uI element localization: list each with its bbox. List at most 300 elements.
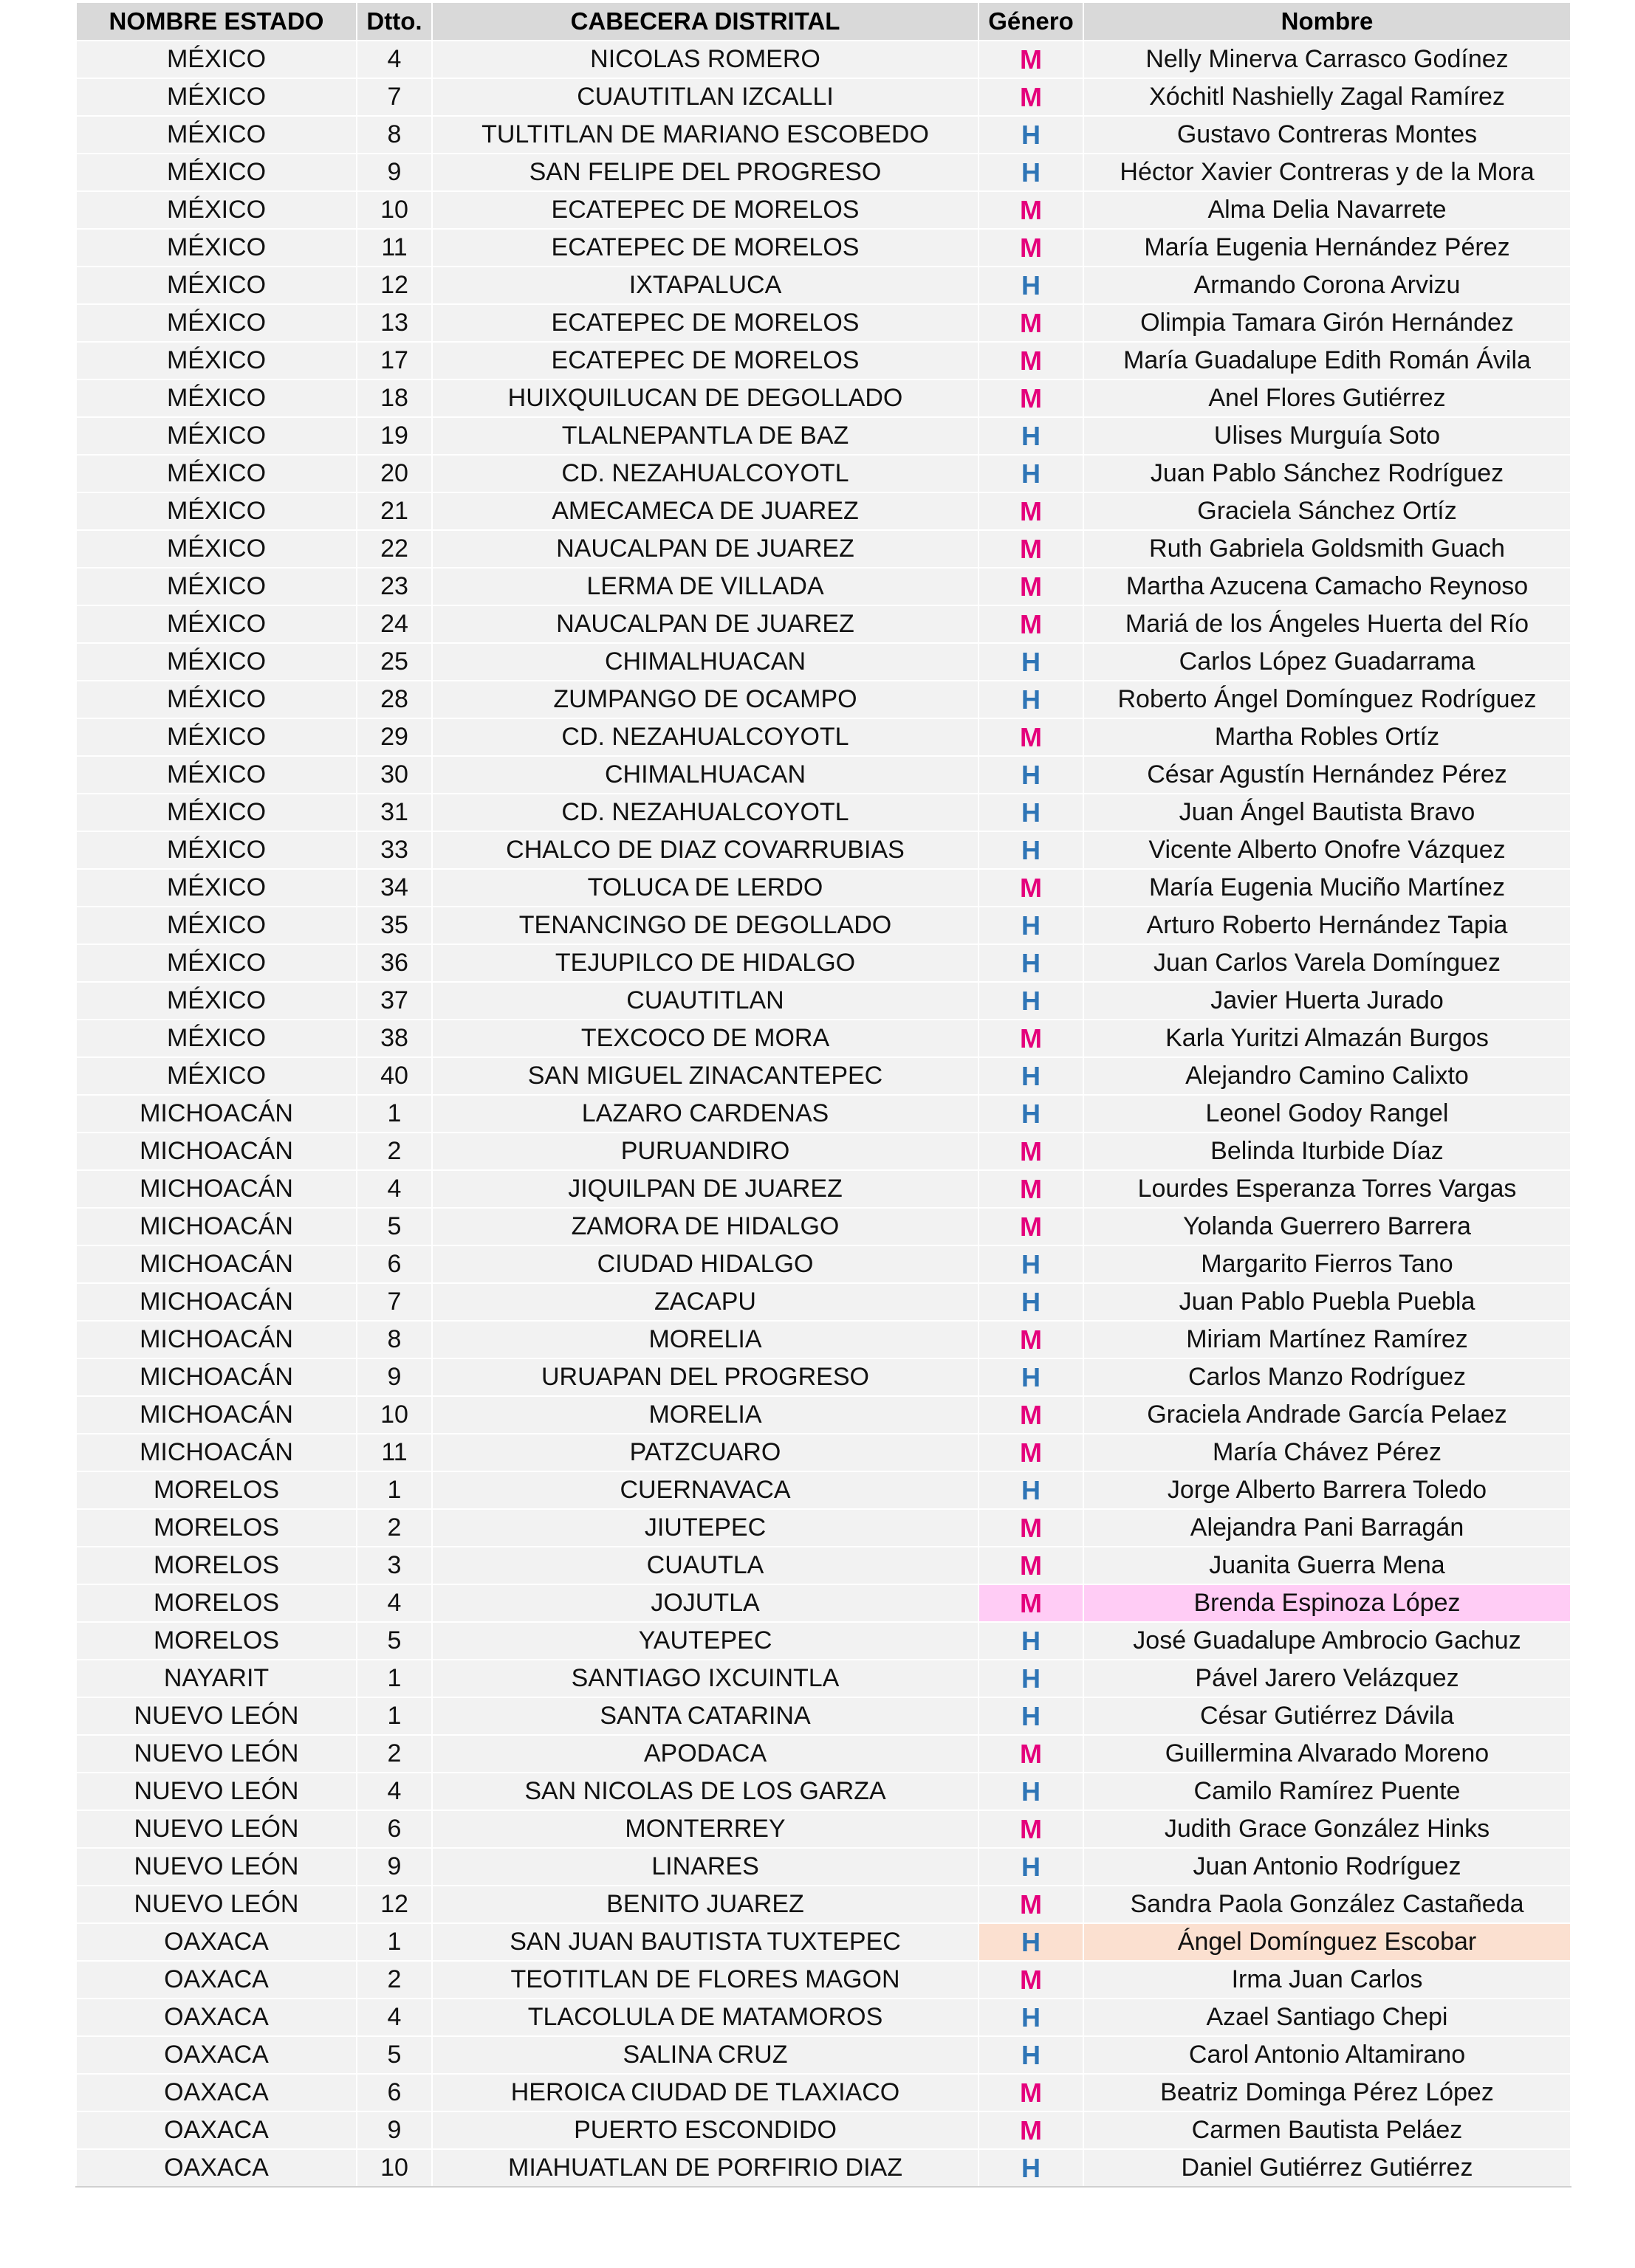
cell-cabecera: MORELIA xyxy=(432,1396,978,1434)
cell-estado: MÉXICO xyxy=(76,154,357,191)
table-row xyxy=(76,41,1571,78)
cell-dtto: 23 xyxy=(357,568,432,605)
table-row xyxy=(76,1697,1571,1735)
cell-cabecera: LINARES xyxy=(432,1848,978,1886)
cell-dtto: 5 xyxy=(357,1208,432,1245)
cell-genero: H xyxy=(978,1999,1083,2036)
table-row xyxy=(76,455,1571,492)
cell-genero: M xyxy=(978,1208,1083,1245)
cell-dtto: 2 xyxy=(357,1961,432,1999)
cell-genero: H xyxy=(978,1057,1083,1095)
header-dtto: Dtto. xyxy=(357,2,432,41)
cell-dtto: 34 xyxy=(357,869,432,907)
cell-estado: MICHOACÁN xyxy=(76,1208,357,1245)
cell-dtto: 12 xyxy=(357,267,432,304)
table-row xyxy=(76,982,1571,1020)
cell-genero: M xyxy=(978,1735,1083,1773)
table-row xyxy=(76,116,1571,154)
cell-cabecera: CUAUTLA xyxy=(432,1547,978,1584)
cell-cabecera: CUAUTITLAN xyxy=(432,982,978,1020)
cell-genero: H xyxy=(978,681,1083,718)
cell-nombre: Juanita Guerra Mena xyxy=(1083,1547,1571,1584)
cell-estado: OAXACA xyxy=(76,1923,357,1961)
cell-cabecera: APODACA xyxy=(432,1735,978,1773)
header-genero: Género xyxy=(978,2,1083,41)
cell-genero: H xyxy=(978,116,1083,154)
cell-cabecera: SALINA CRUZ xyxy=(432,2036,978,2074)
cell-cabecera: IXTAPALUCA xyxy=(432,267,978,304)
cell-nombre: Beatriz Dominga Pérez López xyxy=(1083,2074,1571,2111)
table-row xyxy=(76,1358,1571,1396)
district-table xyxy=(75,1,1571,2188)
cell-estado: MÉXICO xyxy=(76,229,357,267)
cell-estado: NUEVO LEÓN xyxy=(76,1735,357,1773)
cell-nombre: Yolanda Guerrero Barrera xyxy=(1083,1208,1571,1245)
cell-estado: MORELOS xyxy=(76,1471,357,1509)
cell-nombre: Gustavo Contreras Montes xyxy=(1083,116,1571,154)
cell-genero: H xyxy=(978,1848,1083,1886)
cell-cabecera: CD. NEZAHUALCOYOTL xyxy=(432,718,978,756)
cell-dtto: 8 xyxy=(357,116,432,154)
cell-estado: NUEVO LEÓN xyxy=(76,1810,357,1848)
cell-dtto: 33 xyxy=(357,831,432,869)
cell-genero: H xyxy=(978,1471,1083,1509)
cell-cabecera: SANTIAGO IXCUINTLA xyxy=(432,1660,978,1697)
cell-dtto: 9 xyxy=(357,1848,432,1886)
cell-cabecera: NAUCALPAN DE JUAREZ xyxy=(432,605,978,643)
cell-genero: H xyxy=(978,2036,1083,2074)
cell-nombre: Brenda Espinoza López xyxy=(1083,1584,1571,1622)
cell-nombre: José Guadalupe Ambrocio Gachuz xyxy=(1083,1622,1571,1660)
cell-nombre: Ruth Gabriela Goldsmith Guach xyxy=(1083,530,1571,568)
cell-nombre: Alma Delia Navarrete xyxy=(1083,191,1571,229)
cell-estado: MORELOS xyxy=(76,1547,357,1584)
table-row xyxy=(76,1547,1571,1584)
cell-estado: MÉXICO xyxy=(76,869,357,907)
cell-estado: MÉXICO xyxy=(76,530,357,568)
cell-genero: M xyxy=(978,605,1083,643)
table-row xyxy=(76,2074,1571,2111)
cell-nombre: Lourdes Esperanza Torres Vargas xyxy=(1083,1170,1571,1208)
cell-dtto: 1 xyxy=(357,1095,432,1133)
cell-cabecera: SANTA CATARINA xyxy=(432,1697,978,1735)
cell-estado: MÉXICO xyxy=(76,41,357,78)
cell-genero: H xyxy=(978,2149,1083,2187)
cell-cabecera: SAN FELIPE DEL PROGRESO xyxy=(432,154,978,191)
cell-nombre: Alejandro Camino Calixto xyxy=(1083,1057,1571,1095)
cell-genero: H xyxy=(978,1660,1083,1697)
cell-estado: NUEVO LEÓN xyxy=(76,1886,357,1923)
cell-nombre: César Agustín Hernández Pérez xyxy=(1083,756,1571,794)
cell-dtto: 22 xyxy=(357,530,432,568)
cell-genero: M xyxy=(978,1886,1083,1923)
cell-dtto: 1 xyxy=(357,1471,432,1509)
cell-estado: MÉXICO xyxy=(76,831,357,869)
cell-genero: H xyxy=(978,1283,1083,1321)
cell-nombre: Azael Santiago Chepi xyxy=(1083,1999,1571,2036)
cell-dtto: 29 xyxy=(357,718,432,756)
cell-genero: M xyxy=(978,191,1083,229)
table-row xyxy=(76,267,1571,304)
cell-cabecera: CHIMALHUACAN xyxy=(432,643,978,681)
cell-genero: H xyxy=(978,1622,1083,1660)
cell-estado: MÉXICO xyxy=(76,267,357,304)
table-row xyxy=(76,756,1571,794)
cell-dtto: 36 xyxy=(357,944,432,982)
cell-cabecera: CD. NEZAHUALCOYOTL xyxy=(432,455,978,492)
cell-nombre: Ángel Domínguez Escobar xyxy=(1083,1923,1571,1961)
cell-estado: MORELOS xyxy=(76,1509,357,1547)
cell-nombre: Leonel Godoy Rangel xyxy=(1083,1095,1571,1133)
cell-estado: MÉXICO xyxy=(76,379,357,417)
cell-dtto: 37 xyxy=(357,982,432,1020)
cell-dtto: 9 xyxy=(357,154,432,191)
cell-estado: MICHOACÁN xyxy=(76,1434,357,1471)
table-row xyxy=(76,718,1571,756)
cell-nombre: Héctor Xavier Contreras y de la Mora xyxy=(1083,154,1571,191)
cell-genero: H xyxy=(978,756,1083,794)
cell-cabecera: URUAPAN DEL PROGRESO xyxy=(432,1358,978,1396)
cell-genero: M xyxy=(978,379,1083,417)
table-row xyxy=(76,191,1571,229)
cell-dtto: 21 xyxy=(357,492,432,530)
cell-dtto: 1 xyxy=(357,1660,432,1697)
cell-genero: H xyxy=(978,1358,1083,1396)
cell-dtto: 13 xyxy=(357,304,432,342)
cell-estado: MÉXICO xyxy=(76,78,357,116)
cell-estado: MÉXICO xyxy=(76,191,357,229)
cell-estado: MICHOACÁN xyxy=(76,1283,357,1321)
cell-cabecera: MIAHUATLAN DE PORFIRIO DIAZ xyxy=(432,2149,978,2187)
cell-genero: M xyxy=(978,492,1083,530)
table-row xyxy=(76,1020,1571,1057)
table-row xyxy=(76,1396,1571,1434)
cell-dtto: 12 xyxy=(357,1886,432,1923)
cell-cabecera: CHIMALHUACAN xyxy=(432,756,978,794)
cell-dtto: 11 xyxy=(357,1434,432,1471)
table-row xyxy=(76,568,1571,605)
cell-genero: M xyxy=(978,1509,1083,1547)
cell-nombre: Olimpia Tamara Girón Hernández xyxy=(1083,304,1571,342)
cell-cabecera: MONTERREY xyxy=(432,1810,978,1848)
cell-genero: M xyxy=(978,229,1083,267)
cell-genero: M xyxy=(978,869,1083,907)
table-body xyxy=(76,41,1571,2187)
cell-dtto: 1 xyxy=(357,1923,432,1961)
cell-genero: M xyxy=(978,568,1083,605)
cell-estado: MÉXICO xyxy=(76,492,357,530)
cell-estado: MÉXICO xyxy=(76,982,357,1020)
cell-dtto: 4 xyxy=(357,41,432,78)
cell-estado: MÉXICO xyxy=(76,1020,357,1057)
table-row xyxy=(76,605,1571,643)
cell-cabecera: ECATEPEC DE MORELOS xyxy=(432,304,978,342)
cell-dtto: 38 xyxy=(357,1020,432,1057)
table-row xyxy=(76,154,1571,191)
table-row xyxy=(76,1283,1571,1321)
cell-genero: H xyxy=(978,831,1083,869)
cell-nombre: Ulises Murguía Soto xyxy=(1083,417,1571,455)
cell-nombre: Judith Grace González Hinks xyxy=(1083,1810,1571,1848)
cell-genero: M xyxy=(978,41,1083,78)
table-row xyxy=(76,1208,1571,1245)
cell-genero: M xyxy=(978,78,1083,116)
cell-genero: M xyxy=(978,1584,1083,1622)
cell-dtto: 6 xyxy=(357,1245,432,1283)
cell-genero: M xyxy=(978,2111,1083,2149)
cell-genero: H xyxy=(978,154,1083,191)
table-row xyxy=(76,304,1571,342)
cell-nombre: Daniel Gutiérrez Gutiérrez xyxy=(1083,2149,1571,2187)
cell-cabecera: JOJUTLA xyxy=(432,1584,978,1622)
cell-estado: MICHOACÁN xyxy=(76,1170,357,1208)
cell-estado: MICHOACÁN xyxy=(76,1358,357,1396)
cell-nombre: Irma Juan Carlos xyxy=(1083,1961,1571,1999)
cell-nombre: Guillermina Alvarado Moreno xyxy=(1083,1735,1571,1773)
cell-nombre: Graciela Sánchez Ortíz xyxy=(1083,492,1571,530)
cell-nombre: Xóchitl Nashielly Zagal Ramírez xyxy=(1083,78,1571,116)
table-row xyxy=(76,1773,1571,1810)
cell-estado: MORELOS xyxy=(76,1622,357,1660)
cell-nombre: Juan Pablo Puebla Puebla xyxy=(1083,1283,1571,1321)
cell-genero: H xyxy=(978,907,1083,944)
cell-cabecera: TLALNEPANTLA DE BAZ xyxy=(432,417,978,455)
table-row xyxy=(76,417,1571,455)
table-header xyxy=(76,2,1571,41)
header-estado: NOMBRE ESTADO xyxy=(76,2,357,41)
cell-cabecera: AMECAMECA DE JUAREZ xyxy=(432,492,978,530)
cell-genero: M xyxy=(978,1434,1083,1471)
cell-dtto: 35 xyxy=(357,907,432,944)
cell-estado: MÉXICO xyxy=(76,605,357,643)
cell-nombre: Karla Yuritzi Almazán Burgos xyxy=(1083,1020,1571,1057)
cell-cabecera: CUAUTITLAN IZCALLI xyxy=(432,78,978,116)
cell-estado: OAXACA xyxy=(76,2074,357,2111)
table-row xyxy=(76,379,1571,417)
table-row xyxy=(76,1660,1571,1697)
cell-estado: MICHOACÁN xyxy=(76,1133,357,1170)
table-row xyxy=(76,1810,1571,1848)
cell-cabecera: JIUTEPEC xyxy=(432,1509,978,1547)
cell-estado: MÉXICO xyxy=(76,794,357,831)
cell-nombre: Juan Carlos Varela Domínguez xyxy=(1083,944,1571,982)
cell-cabecera: LERMA DE VILLADA xyxy=(432,568,978,605)
cell-nombre: Graciela Andrade García Pelaez xyxy=(1083,1396,1571,1434)
cell-estado: MÉXICO xyxy=(76,417,357,455)
cell-dtto: 4 xyxy=(357,1773,432,1810)
cell-nombre: Camilo Ramírez Puente xyxy=(1083,1773,1571,1810)
cell-dtto: 24 xyxy=(357,605,432,643)
cell-dtto: 1 xyxy=(357,1697,432,1735)
table-row xyxy=(76,794,1571,831)
cell-estado: NUEVO LEÓN xyxy=(76,1773,357,1810)
cell-dtto: 17 xyxy=(357,342,432,379)
cell-dtto: 18 xyxy=(357,379,432,417)
cell-nombre: María Eugenia Hernández Pérez xyxy=(1083,229,1571,267)
cell-cabecera: SAN JUAN BAUTISTA TUXTEPEC xyxy=(432,1923,978,1961)
cell-cabecera: YAUTEPEC xyxy=(432,1622,978,1660)
header-row xyxy=(76,2,1571,41)
cell-genero: H xyxy=(978,1773,1083,1810)
table-row xyxy=(76,1095,1571,1133)
cell-dtto: 31 xyxy=(357,794,432,831)
cell-dtto: 2 xyxy=(357,1735,432,1773)
cell-estado: NUEVO LEÓN xyxy=(76,1848,357,1886)
cell-estado: MICHOACÁN xyxy=(76,1321,357,1358)
cell-cabecera: PATZCUARO xyxy=(432,1434,978,1471)
cell-genero: M xyxy=(978,1810,1083,1848)
cell-cabecera: CD. NEZAHUALCOYOTL xyxy=(432,794,978,831)
cell-estado: MÉXICO xyxy=(76,907,357,944)
cell-nombre: Carlos Manzo Rodríguez xyxy=(1083,1358,1571,1396)
table-row xyxy=(76,643,1571,681)
table-row xyxy=(76,1584,1571,1622)
cell-genero: M xyxy=(978,1133,1083,1170)
cell-genero: M xyxy=(978,530,1083,568)
cell-dtto: 3 xyxy=(357,1547,432,1584)
cell-estado: OAXACA xyxy=(76,2149,357,2187)
cell-nombre: Jorge Alberto Barrera Toledo xyxy=(1083,1471,1571,1509)
cell-dtto: 4 xyxy=(357,1170,432,1208)
table-row xyxy=(76,1133,1571,1170)
cell-genero: H xyxy=(978,267,1083,304)
cell-cabecera: TLACOLULA DE MATAMOROS xyxy=(432,1999,978,2036)
cell-nombre: Alejandra Pani Barragán xyxy=(1083,1509,1571,1547)
cell-nombre: Carlos López Guadarrama xyxy=(1083,643,1571,681)
cell-dtto: 28 xyxy=(357,681,432,718)
cell-nombre: Javier Huerta Jurado xyxy=(1083,982,1571,1020)
cell-nombre: Martha Azucena Camacho Reynoso xyxy=(1083,568,1571,605)
table-row xyxy=(76,907,1571,944)
cell-estado: MICHOACÁN xyxy=(76,1245,357,1283)
cell-estado: MÉXICO xyxy=(76,718,357,756)
cell-genero: H xyxy=(978,794,1083,831)
cell-dtto: 25 xyxy=(357,643,432,681)
table-row xyxy=(76,1886,1571,1923)
cell-cabecera: TENANCINGO DE DEGOLLADO xyxy=(432,907,978,944)
cell-genero: H xyxy=(978,1923,1083,1961)
cell-genero: H xyxy=(978,944,1083,982)
cell-nombre: Juan Antonio Rodríguez xyxy=(1083,1848,1571,1886)
cell-genero: M xyxy=(978,1547,1083,1584)
cell-genero: H xyxy=(978,417,1083,455)
cell-nombre: María Eugenia Muciño Martínez xyxy=(1083,869,1571,907)
cell-genero: M xyxy=(978,304,1083,342)
cell-dtto: 4 xyxy=(357,1999,432,2036)
cell-estado: MÉXICO xyxy=(76,568,357,605)
cell-cabecera: ECATEPEC DE MORELOS xyxy=(432,229,978,267)
cell-cabecera: TULTITLAN DE MARIANO ESCOBEDO xyxy=(432,116,978,154)
cell-cabecera: TEJUPILCO DE HIDALGO xyxy=(432,944,978,982)
cell-estado: MICHOACÁN xyxy=(76,1396,357,1434)
cell-cabecera: SAN NICOLAS DE LOS GARZA xyxy=(432,1773,978,1810)
cell-nombre: Anel Flores Gutiérrez xyxy=(1083,379,1571,417)
table-row xyxy=(76,1434,1571,1471)
table-row xyxy=(76,681,1571,718)
cell-cabecera: LAZARO CARDENAS xyxy=(432,1095,978,1133)
cell-dtto: 5 xyxy=(357,2036,432,2074)
cell-estado: MICHOACÁN xyxy=(76,1095,357,1133)
table-row xyxy=(76,1245,1571,1283)
cell-nombre: Carol Antonio Altamirano xyxy=(1083,2036,1571,2074)
cell-cabecera: ZUMPANGO DE OCAMPO xyxy=(432,681,978,718)
cell-cabecera: JIQUILPAN DE JUAREZ xyxy=(432,1170,978,1208)
cell-cabecera: TEOTITLAN DE FLORES MAGON xyxy=(432,1961,978,1999)
spreadsheet xyxy=(75,1,1570,2188)
table-row xyxy=(76,2111,1571,2149)
cell-dtto: 5 xyxy=(357,1622,432,1660)
cell-genero: M xyxy=(978,2074,1083,2111)
cell-genero: H xyxy=(978,982,1083,1020)
cell-dtto: 19 xyxy=(357,417,432,455)
cell-cabecera: HUIXQUILUCAN DE DEGOLLADO xyxy=(432,379,978,417)
cell-estado: MÉXICO xyxy=(76,304,357,342)
table-row xyxy=(76,831,1571,869)
cell-cabecera: CIUDAD HIDALGO xyxy=(432,1245,978,1283)
cell-nombre: Carmen Bautista Peláez xyxy=(1083,2111,1571,2149)
header-nombre: Nombre xyxy=(1083,2,1571,41)
cell-dtto: 20 xyxy=(357,455,432,492)
cell-estado: MÉXICO xyxy=(76,342,357,379)
cell-nombre: Sandra Paola González Castañeda xyxy=(1083,1886,1571,1923)
table-row xyxy=(76,229,1571,267)
table-row xyxy=(76,1961,1571,1999)
cell-nombre: Roberto Ángel Domínguez Rodríguez xyxy=(1083,681,1571,718)
table-row xyxy=(76,1321,1571,1358)
cell-estado: MÉXICO xyxy=(76,643,357,681)
cell-genero: M xyxy=(978,1321,1083,1358)
header-cabecera: CABECERA DISTRITAL xyxy=(432,2,978,41)
cell-cabecera: ECATEPEC DE MORELOS xyxy=(432,191,978,229)
cell-dtto: 8 xyxy=(357,1321,432,1358)
cell-dtto: 10 xyxy=(357,2149,432,2187)
cell-estado: OAXACA xyxy=(76,2036,357,2074)
cell-genero: H xyxy=(978,643,1083,681)
cell-nombre: María Guadalupe Edith Román Ávila xyxy=(1083,342,1571,379)
cell-nombre: Martha Robles Ortíz xyxy=(1083,718,1571,756)
cell-genero: H xyxy=(978,1245,1083,1283)
cell-estado: MÉXICO xyxy=(76,944,357,982)
table-row xyxy=(76,1622,1571,1660)
cell-genero: M xyxy=(978,1170,1083,1208)
cell-nombre: Armando Corona Arvizu xyxy=(1083,267,1571,304)
cell-nombre: Belinda Iturbide Díaz xyxy=(1083,1133,1571,1170)
cell-cabecera: ECATEPEC DE MORELOS xyxy=(432,342,978,379)
cell-dtto: 4 xyxy=(357,1584,432,1622)
table-row xyxy=(76,944,1571,982)
cell-dtto: 2 xyxy=(357,1509,432,1547)
cell-cabecera: PURUANDIRO xyxy=(432,1133,978,1170)
cell-estado: MÉXICO xyxy=(76,455,357,492)
table-row xyxy=(76,1057,1571,1095)
cell-estado: NUEVO LEÓN xyxy=(76,1697,357,1735)
table-row xyxy=(76,1170,1571,1208)
cell-nombre: Nelly Minerva Carrasco Godínez xyxy=(1083,41,1571,78)
cell-genero: H xyxy=(978,1095,1083,1133)
cell-genero: H xyxy=(978,455,1083,492)
cell-nombre: Vicente Alberto Onofre Vázquez xyxy=(1083,831,1571,869)
cell-estado: MÉXICO xyxy=(76,681,357,718)
cell-genero: M xyxy=(978,1396,1083,1434)
cell-cabecera: CUERNAVACA xyxy=(432,1471,978,1509)
cell-cabecera: HEROICA CIUDAD DE TLAXIACO xyxy=(432,2074,978,2111)
cell-genero: M xyxy=(978,342,1083,379)
table-row xyxy=(76,2036,1571,2074)
table-row xyxy=(76,78,1571,116)
cell-nombre: Mariá de los Ángeles Huerta del Río xyxy=(1083,605,1571,643)
cell-genero: M xyxy=(978,1961,1083,1999)
cell-cabecera: BENITO JUAREZ xyxy=(432,1886,978,1923)
